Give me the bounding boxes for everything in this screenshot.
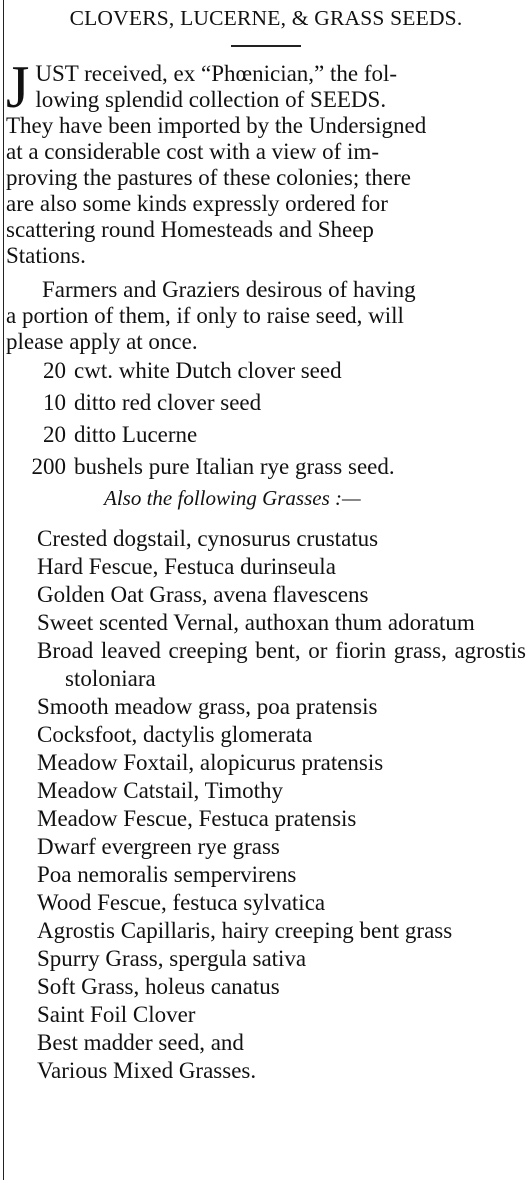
intro-line: They have been imported by the Undersigned [6, 113, 427, 138]
quantity: 200 [31, 454, 66, 479]
list-item: Agrostis Capillaris, hairy creeping bent grass [37, 918, 453, 943]
advert-column [6, 4, 526, 1085]
seed-description: ditto Lucerne [74, 422, 198, 447]
list-item [6, 419, 526, 451]
list-item: Various Mixed Grasses. [37, 1058, 257, 1083]
drop-cap: J [6, 54, 30, 120]
intro-line: Stations. [6, 243, 86, 268]
intro-line: lowing splendid collection of SEEDS. [35, 87, 387, 112]
list-item: Dwarf evergreen rye grass [37, 834, 280, 859]
list-item [6, 451, 526, 483]
seed-description: bushels pure Italian rye grass seed. [74, 454, 395, 479]
quantity: 10 [43, 390, 66, 415]
quantity: 20 [43, 422, 66, 447]
list-item: Meadow Foxtail, alopicurus pratensis [37, 750, 384, 775]
grasses-subheading: Also the following Grasses :— [104, 486, 361, 510]
intro-line: are also some kinds expressly ordered for [6, 191, 388, 216]
advert-heading: CLOVERS, LUCERNE, & GRASS SEEDS. [69, 6, 463, 30]
quantity: 20 [43, 358, 66, 383]
list-item: Crested dogstail, cynosurus crustatus [37, 526, 379, 551]
list-item: Sweet scented Vernal, authoxan thum adoratum [37, 610, 475, 635]
intro-line: UST received, ex “Phœnician,” the fol- [35, 61, 398, 86]
list-item [6, 387, 526, 419]
seed-quantity-list [6, 355, 526, 483]
seed-description: cwt. white Dutch clover seed [74, 358, 342, 383]
list-item: Meadow Catstail, Timothy [37, 778, 283, 803]
farmers-paragraph [6, 277, 526, 355]
list-item: Wood Fescue, festuca sylvatica [37, 890, 326, 915]
list-item: Best madder seed, and [37, 1030, 244, 1055]
list-item: Cocksfoot, dactylis glomerata [37, 722, 313, 747]
list-item: Soft Grass, holeus canatus [37, 974, 280, 999]
grasses-list [6, 525, 526, 1085]
heading-divider [231, 45, 301, 47]
intro-line: scattering round Homesteads and Sheep [6, 217, 374, 242]
list-item: Hard Fescue, Festuca durinseula [37, 554, 336, 579]
seed-description: ditto red clover seed [74, 390, 262, 415]
list-item: Spurry Grass, spergula sativa [37, 946, 307, 971]
list-item: Poa nemoralis sempervirens [37, 862, 297, 887]
list-item: Meadow Fescue, Festuca pratensis [37, 806, 357, 831]
farmers-line: a portion of them, if only to raise seed, will [6, 303, 404, 328]
list-item [6, 355, 526, 387]
intro-paragraph [6, 54, 526, 269]
list-item: Saint Foil Clover [37, 1002, 196, 1027]
list-item: Smooth meadow grass, poa pratensis [37, 694, 378, 719]
farmers-line: Farmers and Graziers desirous of having [42, 277, 416, 302]
intro-line: proving the pastures of these colonies; there [6, 165, 411, 190]
intro-line: at a considerable cost with a view of im- [6, 139, 379, 164]
column-rule [3, 0, 4, 1180]
list-item: Broad leaved creeping bent, or fiorin grass, agrostis stoloniara [37, 638, 526, 691]
list-item: Golden Oat Grass, avena flavescens [37, 582, 369, 607]
farmers-line: please apply at once. [6, 329, 198, 354]
